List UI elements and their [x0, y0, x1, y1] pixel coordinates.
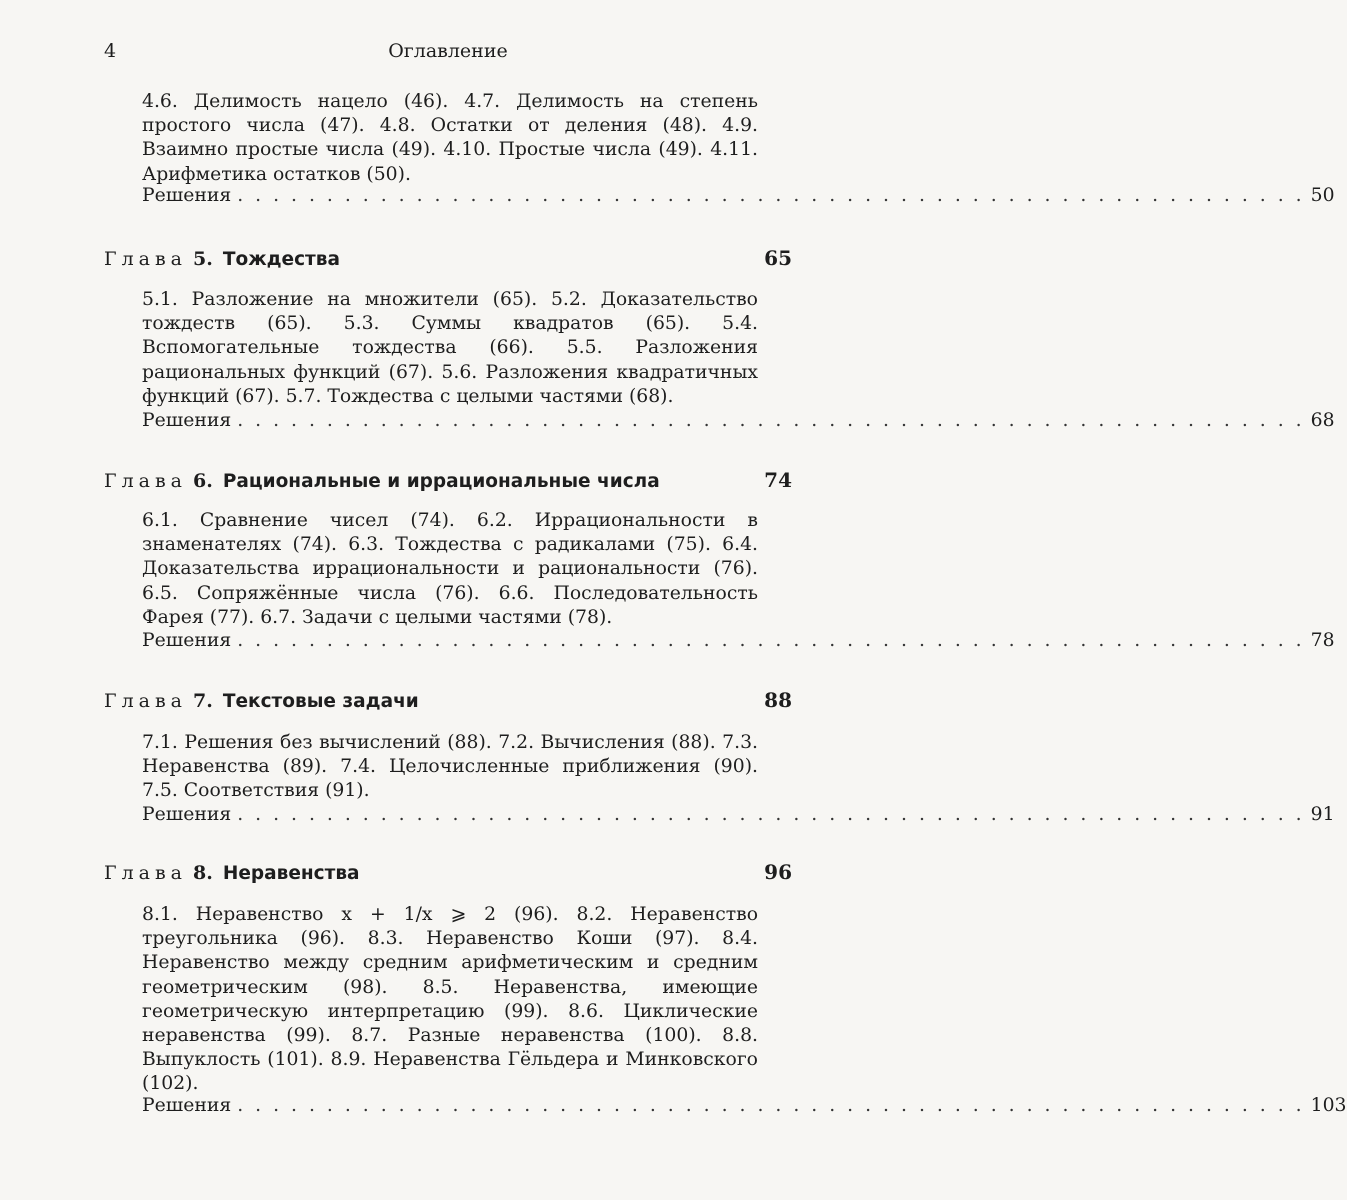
- chapter-6-heading[interactable]: [104, 468, 792, 496]
- solutions-page: 68: [1310, 410, 1335, 431]
- chapter-7-heading[interactable]: [104, 688, 792, 716]
- continuation-sections: 4.6. Делимость нацело (46). 4.7. Делимость на степень простого числа (47). 4.8. Остатки от деления (48). 4.9. Взаимно простые числа (49). 4.10. Простые числа (49). 4.11. Арифметика остатков (50).: [142, 91, 758, 185]
- chapter-title: Рациональные и иррациональные числа: [222, 471, 660, 492]
- solutions-label: Решения: [142, 185, 232, 206]
- page-header: [104, 40, 792, 64]
- leader-dots: . . . . . . . . . . . . . . . . . . . . . . . . . . . . . . . . . . . . . . . . . . . . . . . . . . . . . . . . . . . .: [237, 410, 1305, 431]
- continuation-solutions-entry[interactable]: [142, 185, 1335, 209]
- chapter-word: Глава: [104, 862, 188, 884]
- solutions-page: 103: [1310, 1095, 1347, 1116]
- chapter-5-solutions-entry[interactable]: [142, 410, 1335, 434]
- chapter-word: Глава: [104, 470, 188, 492]
- chapter-title: Неравенства: [222, 863, 360, 884]
- solutions-label: Решения: [142, 804, 232, 825]
- leader-dots: . . . . . . . . . . . . . . . . . . . . . . . . . . . . . . . . . . . . . . . . . . . . . . . . . . . . . . . . . . . .: [237, 1095, 1305, 1116]
- solutions-page: 78: [1310, 630, 1335, 651]
- chapter-6-sections: 6.1. Сравнение чисел (74). 6.2. Иррациональности в знаменателях (74). 6.3. Тождества с радикалами (75). 6.4. Доказательства иррациональности и рациональности (76). 6.5. Сопряжённые числа (76). 6.6. Последовательность Фарея (77). 6.7. Задачи с целыми частями (78).: [142, 510, 758, 628]
- solutions-label: Решения: [142, 1095, 232, 1116]
- page-number: 4: [104, 40, 117, 62]
- chapter-8-sections: 8.1. Неравенство x + 1/x ⩾ 2 (96). 8.2. Неравенство треугольника (96). 8.3. Неравенство Коши (97). 8.4. Неравенство между средним арифметическим и средним геометрическим (98). 8.5. Неравенства, имеющие геометрическую интерпретацию (99). 8.6. Циклические неравенства (99). 8.7. Разные неравенства (100). 8.8. Выпуклость (101). 8.9. Неравенства Гёльдера и Минковского (102).: [142, 904, 758, 1095]
- chapter-6-solutions-entry[interactable]: [142, 630, 1335, 654]
- chapter-8-solutions-entry[interactable]: [142, 1095, 1347, 1119]
- chapter-word: Глава: [104, 690, 188, 712]
- solutions-label: Решения: [142, 410, 232, 431]
- chapter-number: 6.: [193, 470, 213, 492]
- chapter-word: Глава: [104, 248, 188, 270]
- chapter-5-sections: 5.1. Разложение на множители (65). 5.2. Доказательство тождеств (65). 5.3. Суммы квадратов (65). 5.4. Вспомогательные тождества (66). 5.5. Разложения рациональных функций (67). 5.6. Разложения квадратичных функций (67). 5.7. Тождества с целыми частями (68).: [142, 289, 758, 407]
- chapter-8-heading[interactable]: [104, 860, 792, 888]
- chapter-page: 96: [764, 860, 792, 884]
- solutions-page: 91: [1310, 804, 1335, 825]
- chapter-number: 7.: [193, 690, 213, 712]
- chapter-title: Тождества: [222, 249, 340, 270]
- solutions-page: 50: [1310, 185, 1335, 206]
- chapter-number: 5.: [193, 248, 213, 270]
- leader-dots: . . . . . . . . . . . . . . . . . . . . . . . . . . . . . . . . . . . . . . . . . . . . . . . . . . . . . . . . . . . .: [237, 185, 1305, 206]
- chapter-number: 8.: [193, 862, 213, 884]
- chapter-7-solutions-entry[interactable]: [142, 804, 1335, 828]
- leader-dots: . . . . . . . . . . . . . . . . . . . . . . . . . . . . . . . . . . . . . . . . . . . . . . . . . . . . . . . . . . . .: [237, 804, 1305, 825]
- page-title: Оглавление: [388, 40, 508, 62]
- solutions-label: Решения: [142, 630, 232, 651]
- chapter-5-heading[interactable]: [104, 246, 792, 274]
- chapter-page: 74: [764, 468, 792, 492]
- chapter-title: Текстовые задачи: [222, 691, 419, 712]
- chapter-7-sections: 7.1. Решения без вычислений (88). 7.2. Вычисления (88). 7.3. Неравенства (89). 7.4. Целочисленные приближения (90). 7.5. Соответствия (91).: [142, 732, 758, 802]
- chapter-page: 88: [764, 688, 792, 712]
- leader-dots: . . . . . . . . . . . . . . . . . . . . . . . . . . . . . . . . . . . . . . . . . . . . . . . . . . . . . . . . . . . .: [237, 630, 1305, 651]
- chapter-page: 65: [764, 246, 792, 270]
